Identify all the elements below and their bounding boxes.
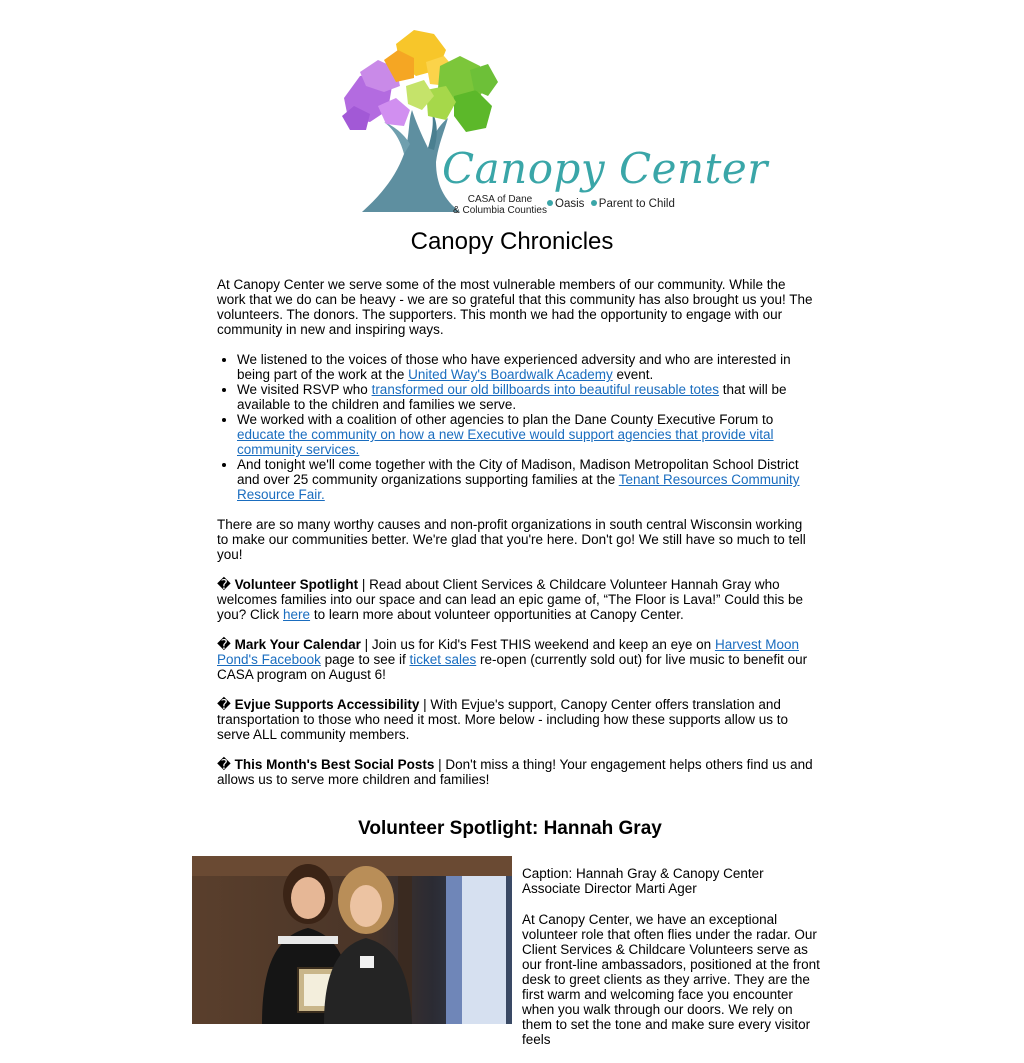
highlight-text: to learn more about volunteer opportunities at Canopy Center.: [310, 607, 684, 622]
intro-paragraph: At Canopy Center we serve some of the most vulnerable members of our community. While the work that we do can be heavy - we are so grateful that this community has also brought us you! The volunteers. The donors. The supporters. This month we had the opportunity to engage with our community in new and inspiring ways.: [217, 277, 813, 337]
logo-subtitle-line1: CASA of Dane: [467, 194, 533, 205]
bullet-text: We visited RSVP who: [237, 382, 372, 397]
missing-glyph-icon: �: [217, 577, 231, 592]
bullet-text: event.: [612, 367, 654, 382]
highlight-text: | With Evjue's support, Canopy Center offers translation and transportation to those who need it most. More below - including how these supports allow us to serve ALL community members.: [217, 697, 789, 742]
newsletter-body: [217, 277, 817, 802]
spotlight-title: Volunteer Spotlight: Hannah Gray: [358, 818, 662, 839]
photo-caption: Caption: Hannah Gray & Canopy Center Associate Director Marti Ager: [522, 866, 764, 896]
highlight-text: | Don't miss a thing! Your engagement helps others find us and allows us to serve more children and families!: [217, 757, 813, 787]
logo-subtitle: [444, 194, 556, 216]
social-highlight: [217, 757, 817, 787]
canopy-center-logo[interactable]: [330, 26, 768, 218]
volunteer-highlight: [217, 577, 817, 622]
missing-glyph-icon: �: [217, 637, 231, 652]
newsletter-title: Canopy Chronicles: [410, 228, 614, 255]
logo-program-oasis: Oasis: [555, 198, 585, 210]
boardwalk-academy-link[interactable]: United Way's Boardwalk Academy: [408, 367, 613, 382]
harvest-moon-facebook-link[interactable]: Harvest Moon Pond's Facebook: [217, 637, 799, 667]
highlight-text: | Read about Client Services & Childcare Volunteer Hannah Gray who welcomes families into our space and can lead an epic game of, “The Floor is Lava!” Could this be you? Click: [217, 577, 804, 622]
spotlight-body: At Canopy Center, we have an exceptional volunteer role that often flies under the radar. Our Client Services & Childcare Volunteers serve as our front-line ambassadors, positioned at the front desk to greet clients as they arrive. They are the first warm and welcoming face you encounter when you walk through our doors. We rely on them to set the tone and make sure every visitor feels: [522, 912, 820, 1047]
missing-glyph-icon: �: [217, 757, 231, 772]
volunteer-here-link[interactable]: here: [283, 607, 311, 622]
evjue-highlight: [217, 697, 817, 742]
bullet-text: And tonight we'll come together with the City of Madison, Madison Metropolitan School District and over 25 community organizations supporting families at the: [237, 457, 799, 487]
list-item: [237, 412, 817, 457]
highlight-text: | Join us for Kid's Fest THIS weekend and keep an eye on: [360, 637, 715, 652]
highlight-text: page to see if: [320, 652, 410, 667]
bullet-dot-icon: [591, 200, 597, 206]
bullet-text: that will be available to the children and families we serve.: [237, 382, 787, 412]
highlight-heading: Mark Your Calendar: [234, 637, 361, 652]
spotlight-text: [522, 866, 822, 1063]
bullet-dot-icon: [547, 200, 553, 206]
volunteer-photo: [192, 856, 512, 1024]
list-item: [237, 457, 817, 502]
logo-subtitle-line2: & Columbia Counties: [453, 205, 547, 216]
closing-paragraph: There are so many worthy causes and non-profit organizations in south central Wisconsin working to make our communities better. We're glad that you're here. Don't go! We still have so much to tell you!: [217, 517, 806, 562]
activity-list: [217, 352, 817, 502]
executive-forum-link[interactable]: educate the community on how a new Executive would support agencies that provide vital community services.: [237, 427, 774, 457]
highlight-heading: Volunteer Spotlight: [234, 577, 359, 592]
missing-glyph-icon: �: [217, 697, 231, 712]
list-item: [237, 382, 817, 412]
logo-wordmark: Canopy Center: [442, 144, 768, 193]
logo-programs: [547, 198, 675, 210]
photo-image: [192, 856, 512, 1024]
list-item: [237, 352, 817, 382]
ticket-sales-link[interactable]: ticket sales: [409, 652, 477, 667]
highlight-text: re-open (currently sold out) for live music to benefit our CASA program on August 6!: [217, 652, 808, 682]
reusable-totes-link[interactable]: transformed our old billboards into beautiful reusable totes: [371, 382, 720, 397]
logo-program-parent-to-child: Parent to Child: [598, 198, 675, 210]
bullet-text: We listened to the voices of those who have experienced adversity and who are interested in being part of the work at the: [237, 352, 791, 382]
resource-fair-link[interactable]: Tenant Resources Community Resource Fair.: [237, 472, 800, 502]
highlight-heading: This Month's Best Social Posts: [234, 757, 435, 772]
calendar-highlight: [217, 637, 817, 682]
bullet-text: We worked with a coalition of other agencies to plan the Dane County Executive Forum to: [237, 412, 774, 427]
highlight-heading: Evjue Supports Accessibility: [234, 697, 420, 712]
